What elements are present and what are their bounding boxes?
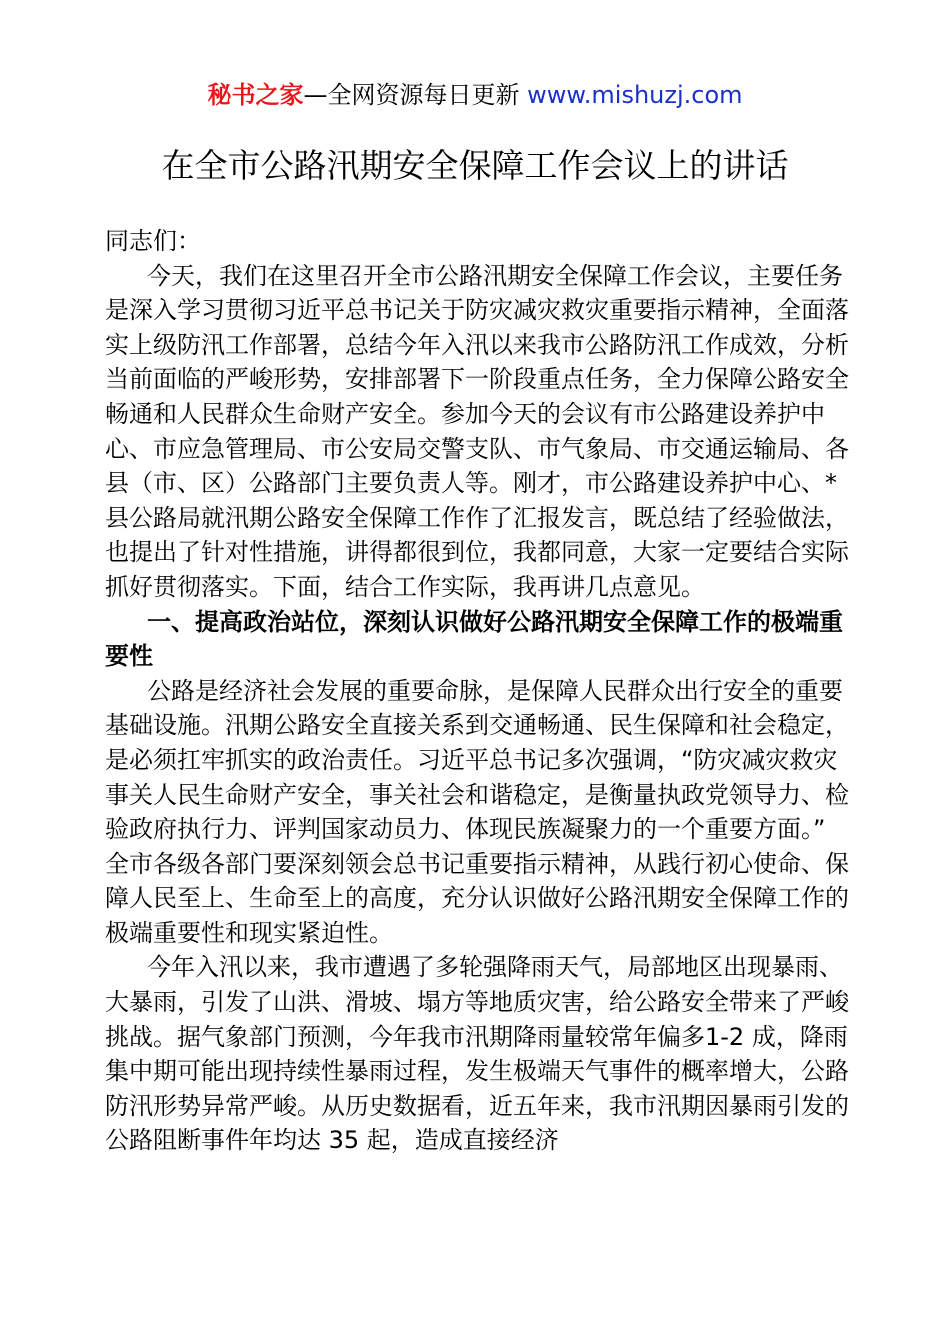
brand-name: 秘书之家 [207, 81, 304, 109]
section-heading-1: 一、提高政治站位，深刻认识做好公路汛期安全保障工作的极端重要性 [105, 607, 843, 671]
paragraph: 公路是经济社会发展的重要命脉，是保障人民群众出行安全的重要基础设施。汛期公路安全直接关系到交通畅通、民生保障和社会稳定，是必须扛牢抓实的政治责任。习近平总书记多次强调，“防灾减灾救灾事关人民生命财产安全，事关社会和谐稳定，是衡量执政党领导力、检验政府执行力、评判国家动员力、体现民族凝聚力的一个重要方面。” 全市各级各部门要深刻领会总书记重要指示精神，从践行初心使命、保障人民至上、生命至上的高度，充分认识做好公路汛期安全保障工作的极端重要性和现实紧迫性。 [105, 676, 849, 947]
header-slogan: —全网资源每日更新 [303, 81, 520, 109]
document-title: 在全市公路汛期安全保障工作会议上的讲话 [161, 146, 789, 185]
document-body [105, 224, 849, 1158]
site-url-link[interactable]: www.mishuzj.com [527, 81, 743, 109]
paragraph-intro: 今天，我们在这里召开全市公路汛期安全保障工作会议，主要任务是深入学习贯彻习近平总书记关于防灾减灾救灾重要指示精神，全面落实上级防汛工作部署，总结今年入汛以来我市公路防汛工作成效，分析当前面临的严峻形势，安排部署下一阶段重点任务，全力保障公路安全畅通和人民群众生命财产安全。参加今天的会议有市公路建设养护中心、市应急管理局、市公安局交警支队、市气象局、市交通运输局、各县（市、区）公路部门主要负责人等。刚才，市公路建设养护中心、*县公路局就汛期公路安全保障工作作了汇报发言，既总结了经验做法，也提出了针对性措施，讲得都很到位，我都同意，大家一定要结合实际抓好贯彻落实。下面，结合工作实际，我再讲几点意见。 [105, 261, 849, 601]
salutation: 同志们： [105, 227, 201, 255]
site-header [0, 78, 950, 112]
paragraph: 今年入汛以来，我市遭遇了多轮强降雨天气，局部地区出现暴雨、大暴雨，引发了山洪、滑坡、塌方等地质灾害，给公路安全带来了严峻挑战。据气象部门预测，今年我市汛期降雨量较常年偏多1-2 成，降雨集中期可能出现持续性暴雨过程，发生极端天气事件的概率增大，公路防汛形势异常严峻。从历史数据看，近五年来，我市汛期因暴雨引发的公路阻断事件年均达 35 起，造成直接经济 [105, 953, 849, 1155]
